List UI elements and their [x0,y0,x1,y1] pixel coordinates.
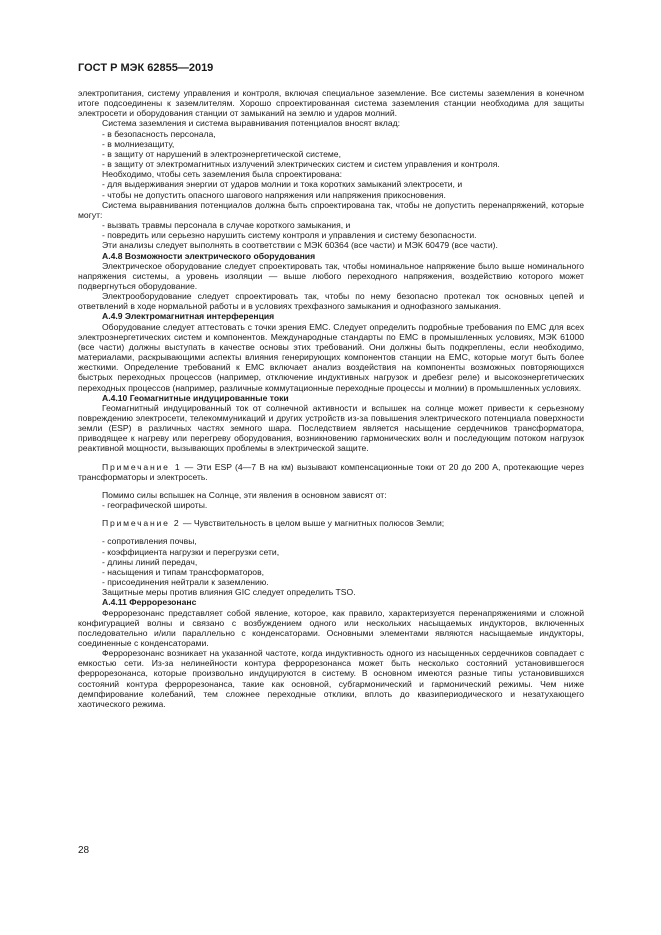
paragraph: Оборудование следует аттестовать с точки зрения ЕМС. Следует определить подробные требования по ЕМС для всех электроэнергетических систем и компонентов. Международные стандарты по ЕМС в промышленных условиях, МЭК 61000 (все части) должны выступать в качестве основы этих требований. Они должны быть подкреплены, если необходимо, материалами, раскрывающими аспекты влияния генерирующих компонентов станции на ЕМС, которые могут быть более жесткими. Определение требований к ЕМС включает анализ воздействия на компоненты возможных повторяющихся быстрых переходных процессов (например, отключение индуктивных нагрузок и дребезг реле) и высокоэнергетических переходных процессов (например, различные коммутационные переходные процессы и молнии) в промышленных условиях. [78,321,584,393]
list-item: - вызвать травмы персонала в случае короткого замыкания, и [102,220,351,231]
list-item: - чтобы не допустить опасного шагового напряжения или напряжения прикосновения. [102,189,446,200]
paragraph: Необходимо, чтобы сеть заземления была спроектирована: [102,169,343,180]
list-item: - в безопасность персонала, [102,128,216,139]
list-item: - сопротивления почвы, [102,536,197,547]
section-heading: А.4.10 Геомагнитные индуцированные токи [102,392,289,403]
paragraph: Система заземления и система выравнивания потенциалов вносят вклад: [102,118,400,129]
note [78,518,584,528]
paragraph: электропитания, систему управления и контроля, включая специальное заземление. Все системы заземления в конечном итоге подсоединены к заземлителям. Хорошо спроектированная система заземления станции необходима для защиты электросети и оборудования станции от замыканий на землю и ударов молний. [78,88,584,119]
paragraph: Эти анализы следует выполнять в соответствии с МЭК 60364 (все части) и МЭК 60479 (все части). [102,240,498,251]
paragraph: Феррорезонанс представляет собой явление, которое, как правило, характеризуется перенапряжениями и сложной конфигурацией волны и связано с возбуждением одного или нескольких насыщаемых индукторов, включенных последовательно и/или параллельно с конденсаторами. Основными элементами являются насыщаемые индукторы, соединенные с конденсаторами. [78,607,584,648]
document-body [78,88,584,709]
list-item: - присоединения нейтрали к заземлению. [102,577,269,588]
paragraph: Система выравнивания потенциалов должна быть спроектирована так, чтобы не допустить перенапряжений, которые могут: [78,199,584,220]
note-label: Примечание 2 [102,518,181,529]
list-item: - в молниезащиту, [102,138,175,149]
section-heading: А.4.8 Возможности электрического оборудования [102,250,316,261]
page-number: 28 [78,845,90,856]
note-text: — Чувствительность в целом выше у магнитных полюсов Земли; [180,518,445,529]
paragraph: Электрооборудование следует спроектировать так, чтобы по нему безопасно протекал ток основных цепей и ответвлений в ходе нормальной работы и в условиях трехфазного замыкания и однофазного замыкания. [78,291,584,312]
paragraph: Геомагнитный индуцированный ток от солнечной активности и вспышек на солнце может привести к серьезному повреждению электросети, телекоммуникаций и других устройств из-за повышения электрического потенциала поверхности земли (ESP) в различных частях земного шара. Последствием является насыщение сердечников трансформатора, приводящее к нагреву или перегреву оборудования, возникновению гармонических волн и последующим потоком нагрузок реактивной мощности, вызывающих проблемы в электрической защите. [78,402,584,454]
section-heading: А.4.11 Феррорезонанс [102,597,197,608]
list-item: - в защиту от электромагнитных излучений электрических систем и систем управления и контроля. [102,159,500,170]
list-item: - коэффициента нагрузки и перегрузки сети, [102,546,280,557]
paragraph: Помимо силы вспышек на Солнце, эти явления в основном зависят от: [102,489,387,500]
document-header: ГОСТ Р МЭК 62855—2019 [78,62,214,74]
list-item: - длины линий передач, [102,556,198,567]
list-item: - насыщения и типам трансформаторов, [102,566,265,577]
paragraph: Защитные меры против влияния GIC следует определить TSO. [102,587,356,598]
list-item: - повредить или серьезно нарушить систему контроля и управления и систему безопасности. [102,230,477,241]
paragraph: Электрическое оборудование следует спроектировать так, чтобы номинальное напряжение было выше номинального напряжения системы, а уровень изоляции — выше любого переходного напряжения, воздействию которого может подвергнуться оборудование. [78,260,584,291]
note [78,462,584,482]
note-label: Примечание 1 [102,461,182,472]
note-text: — Эти ESP (4—7 В на км) вызывают компенсационные токи от 20 до 200 А, протекающие через трансформаторы и электросеть. [78,461,584,482]
list-item: - в защиту от нарушений в электроэнергетической системе, [102,148,341,159]
list-item: - географической широты. [102,500,208,511]
list-item: - для выдерживания энергии от ударов молнии и тока коротких замыканий электросети, и [102,179,463,190]
section-heading: А.4.9 Электромагнитная интерференция [102,311,275,322]
paragraph: Феррорезонанс возникает на указанной частоте, когда индуктивность одного из насыщенных сердечников совпадает с емкостью сети. Из-за нелинейности контура феррорезонанса может быть несколько состояний установившегося феррорезонанса, которые произвольно индуцируются в систему. В основном имеются разные типы установившихся состояний контура феррорезонанса, такие как основной, субгармонический и гармонический режимы. Чем ниже демпфирование колебаний, тем сложнее переходные отклики, вплоть до квазипериодического и незатухающего хаотического режима. [78,648,584,709]
